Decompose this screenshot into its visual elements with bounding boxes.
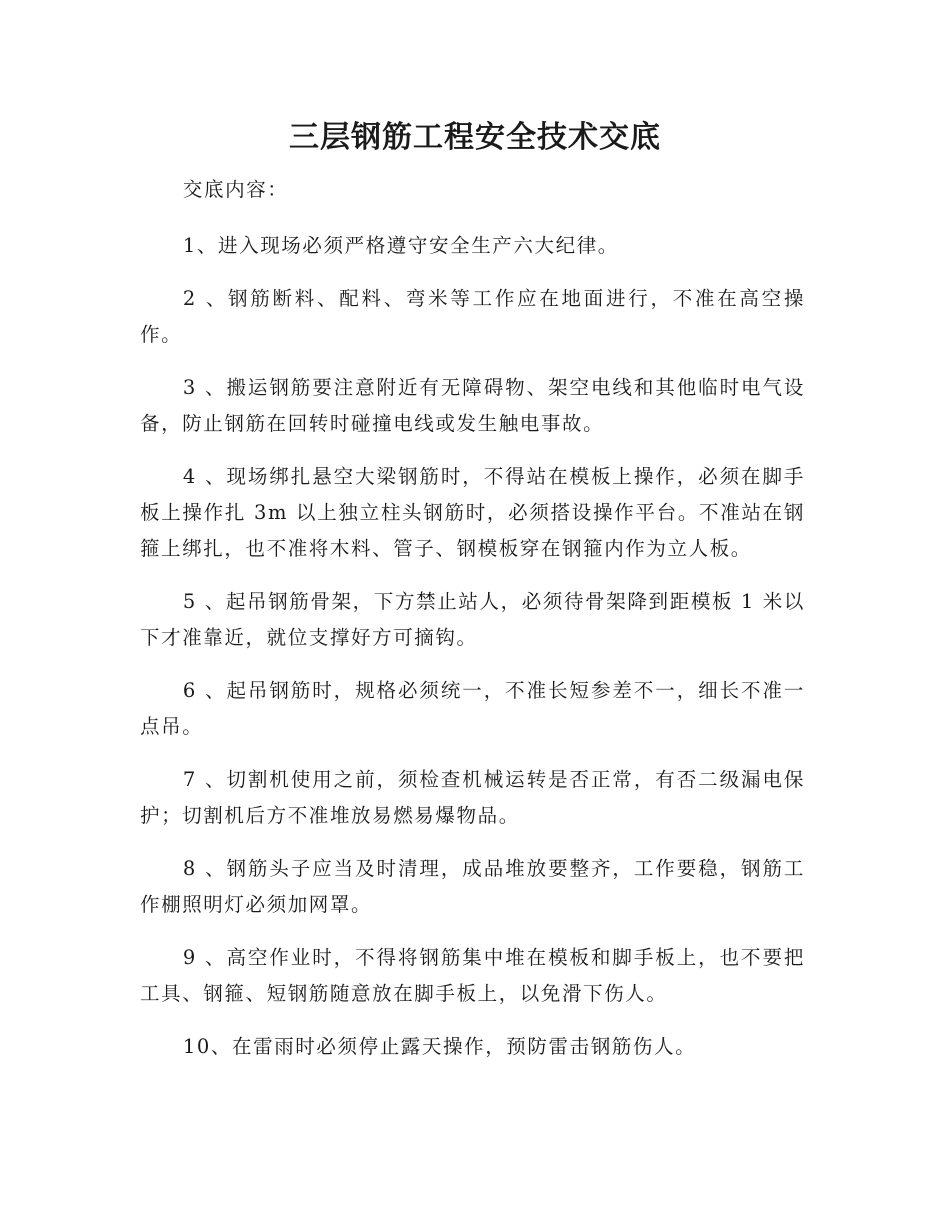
item-4: 4 、现场绑扎悬空大梁钢筋时，不得站在模板上操作，必须在脚手板上操作扎 3m 以上独立柱头钢筋时，必须搭设操作平台。不准站在钢箍上绑扎，也不准将木料、管子、钢模板穿在钢箍内作为立人板。	[140, 465, 805, 560]
item-7: 7 、切割机使用之前，须检查机械运转是否正常，有否二级漏电保护；切割机后方不准堆放易燃易爆物品。	[140, 768, 805, 827]
document-body	[140, 172, 805, 1082]
item-3: 3 、搬运钢筋要注意附近有无障碍物、架空电线和其他临时电气设备，防止钢筋在回转时碰撞电线或发生触电事故。	[140, 376, 805, 435]
item-5: 5 、起吊钢筋骨架，下方禁止站人，必须待骨架降到距模板 1 米以下才准靠近，就位支撑好方可摘钩。	[140, 590, 805, 649]
document-title: 三层钢筋工程安全技术交底	[289, 120, 661, 155]
intro-paragraph: 交底内容：	[182, 178, 289, 201]
item-1: 1、进入现场必须严格遵守安全生产六大纪律。	[182, 234, 619, 257]
item-10: 10、在雷雨时必须停止露天操作，预防雷击钢筋伤人。	[182, 1035, 697, 1058]
item-8: 8 、钢筋头子应当及时清理，成品堆放要整齐，工作要稳，钢筋工作棚照明灯必须加网罩。	[140, 857, 805, 916]
item-9: 9 、高空作业时，不得将钢筋集中堆在模板和脚手板上，也不要把工具、钢箍、短钢筋随意放在脚手板上，以免滑下伤人。	[140, 946, 805, 1005]
item-6: 6 、起吊钢筋时，规格必须统一，不准长短参差不一，细长不准一点吊。	[140, 679, 805, 738]
item-2: 2 、钢筋断料、配料、弯米等工作应在地面进行，不准在高空操作。	[140, 287, 805, 346]
